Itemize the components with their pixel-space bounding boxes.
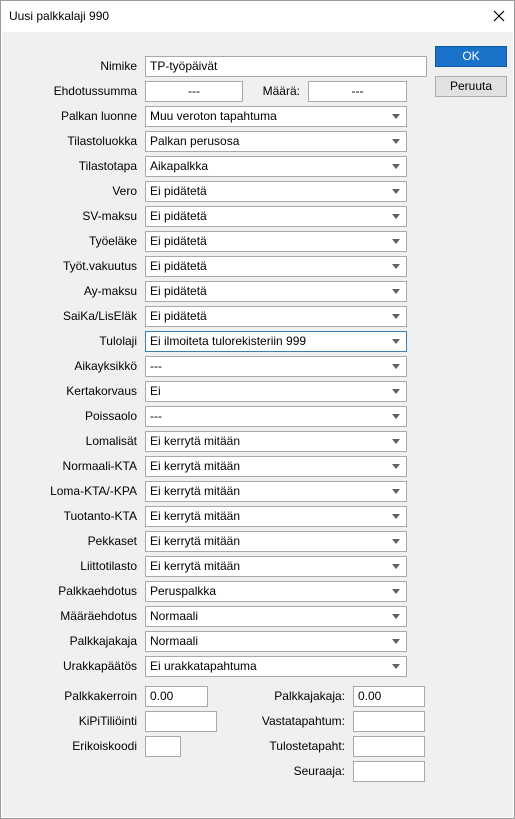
combo-value: Peruspalkka <box>150 584 217 598</box>
combo-label: SV-maksu <box>82 209 137 223</box>
chevron-down-icon <box>392 439 400 444</box>
chevron-down-icon <box>392 664 400 669</box>
palkkajakaja-select[interactable] <box>145 631 407 652</box>
ok-button[interactable]: OK <box>435 46 507 67</box>
poissaolo-select[interactable] <box>145 406 407 427</box>
tyot-vakuutus-select[interactable] <box>145 256 407 277</box>
saika-liselak-select[interactable] <box>145 306 407 327</box>
chevron-down-icon <box>392 139 400 144</box>
combo-value: Ei pidätetä <box>150 184 207 198</box>
chevron-down-icon <box>392 464 400 469</box>
chevron-down-icon <box>392 164 400 169</box>
chevron-down-icon <box>392 564 400 569</box>
chevron-down-icon <box>392 489 400 494</box>
maara-field[interactable]: --- <box>308 81 407 102</box>
chevron-down-icon <box>392 364 400 369</box>
chevron-down-icon <box>392 589 400 594</box>
chevron-down-icon <box>392 414 400 419</box>
tulostetapaht-label: Tulostetapaht: <box>269 739 345 753</box>
combo-label: Tuotanto-KTA <box>63 509 137 523</box>
combo-value: Ei kerrytä mitään <box>150 509 241 523</box>
tilastotapa-select[interactable] <box>145 156 407 177</box>
normaali-kta-select[interactable] <box>145 456 407 477</box>
combo-label: Urakkapäätös <box>62 659 137 673</box>
chevron-down-icon <box>392 189 400 194</box>
chevron-down-icon <box>392 239 400 244</box>
chevron-down-icon <box>392 314 400 319</box>
erikoiskoodi-label: Erikoiskoodi <box>72 739 137 753</box>
tyoelake-select[interactable] <box>145 231 407 252</box>
combo-label: Liittotilasto <box>80 559 137 573</box>
tuotanto-kta-select[interactable] <box>145 506 407 527</box>
palkkaehdotus-select[interactable] <box>145 581 407 602</box>
combo-value: Normaali <box>150 609 199 623</box>
combo-label: Poissaolo <box>84 409 137 423</box>
palkan-luonne-select[interactable] <box>145 106 407 127</box>
combo-label: Työt.vakuutus <box>62 259 137 273</box>
maaraehdotus-select[interactable] <box>145 606 407 627</box>
combo-value: Ei <box>150 384 161 398</box>
loma-kta-kpa-select[interactable] <box>145 481 407 502</box>
close-icon <box>493 10 505 22</box>
kertakorvaus-select[interactable] <box>145 381 407 402</box>
palkkakerroin-field[interactable]: 0.00 <box>145 686 208 707</box>
chevron-down-icon <box>392 639 400 644</box>
combo-label: Lomalisät <box>85 434 137 448</box>
tilastoluokka-select[interactable] <box>145 131 407 152</box>
maara-label: Määrä: <box>262 84 300 98</box>
combo-label: Kertakorvaus <box>66 384 137 398</box>
title-bar <box>1 1 514 31</box>
vero-select[interactable] <box>145 181 407 202</box>
ehdotussumma-field[interactable]: --- <box>145 81 243 102</box>
combo-label: Ay-maksu <box>83 284 137 298</box>
liittotilasto-select[interactable] <box>145 556 407 577</box>
combo-label: Aikayksikkö <box>74 359 137 373</box>
chevron-down-icon <box>392 214 400 219</box>
urakkapaatos-select[interactable] <box>145 656 407 677</box>
erikoiskoodi-field[interactable] <box>145 736 181 757</box>
combo-label: Loma-KTA/-KPA <box>50 484 137 498</box>
chevron-down-icon <box>392 114 400 119</box>
combo-value: Ei urakkatapahtuma <box>150 659 257 673</box>
combo-label: Palkan luonne <box>60 109 137 123</box>
window-title: Uusi palkkalaji 990 <box>9 9 110 23</box>
tulolaji-select[interactable] <box>145 331 407 352</box>
kipitiliointi-field[interactable] <box>145 711 217 732</box>
combo-value: Ei pidätetä <box>150 259 207 273</box>
combo-label: Vero <box>112 184 137 198</box>
combo-value: Ei kerrytä mitään <box>150 559 241 573</box>
pekkaset-select[interactable] <box>145 531 407 552</box>
combo-value: Muu veroton tapahtuma <box>150 109 277 123</box>
combo-label: Normaali-KTA <box>62 459 137 473</box>
combo-value: Ei ilmoiteta tulorekisteriin 999 <box>150 334 307 348</box>
combo-value: Ei pidätetä <box>150 284 207 298</box>
combo-value: Ei kerrytä mitään <box>150 459 241 473</box>
combo-value: Normaali <box>150 634 199 648</box>
tulostetapaht-field[interactable] <box>353 736 425 757</box>
cancel-button[interactable]: Peruuta <box>435 76 507 97</box>
combo-label: Työeläke <box>88 234 137 248</box>
palkkajakaja-num-field[interactable]: 0.00 <box>353 686 425 707</box>
chevron-down-icon <box>392 539 400 544</box>
kipitiliointi-label: KiPiTiliöinti <box>78 714 137 728</box>
nimike-field[interactable]: TP-työpäivät <box>145 56 427 77</box>
chevron-down-icon <box>392 389 400 394</box>
chevron-down-icon <box>392 264 400 269</box>
lomalisat-select[interactable] <box>145 431 407 452</box>
palkkakerroin-label: Palkkakerroin <box>64 689 137 703</box>
dialog-client-area <box>2 32 513 817</box>
chevron-down-icon <box>392 339 400 344</box>
nimike-label: Nimike <box>100 59 137 73</box>
chevron-down-icon <box>392 614 400 619</box>
aikayksikko-select[interactable] <box>145 356 407 377</box>
vastatapahtum-label: Vastatapahtum: <box>261 714 345 728</box>
ay-maksu-select[interactable] <box>145 281 407 302</box>
seuraaja-field[interactable] <box>353 761 425 782</box>
chevron-down-icon <box>392 514 400 519</box>
vastatapahtum-field[interactable] <box>353 711 425 732</box>
combo-value: --- <box>150 359 162 373</box>
chevron-down-icon <box>392 289 400 294</box>
combo-value: Palkan perusosa <box>150 134 240 148</box>
combo-label: Tilastoluokka <box>67 134 137 148</box>
combo-label: Palkkajakaja <box>69 634 137 648</box>
seuraaja-label: Seuraaja: <box>293 764 345 778</box>
combo-value: Ei kerrytä mitään <box>150 434 241 448</box>
combo-value: Ei pidätetä <box>150 309 207 323</box>
palkkajakaja-num-label: Palkkajakaja: <box>274 689 345 703</box>
combo-value: Ei kerrytä mitään <box>150 484 241 498</box>
combo-value: Aikapalkka <box>150 159 209 173</box>
combo-label: Pekkaset <box>87 534 137 548</box>
combo-label: Tilastotapa <box>78 159 137 173</box>
combo-value: Ei pidätetä <box>150 234 207 248</box>
sv-maksu-select[interactable] <box>145 206 407 227</box>
combo-value: Ei pidätetä <box>150 209 207 223</box>
combo-label: SaiKa/LisEläk <box>62 309 137 323</box>
combo-label: Tulolaji <box>99 334 137 348</box>
ehdotussumma-label: Ehdotussumma <box>53 84 137 98</box>
close-button[interactable] <box>486 3 512 29</box>
combo-value: Ei kerrytä mitään <box>150 534 241 548</box>
combo-label: Palkkaehdotus <box>58 584 137 598</box>
combo-value: --- <box>150 409 162 423</box>
combo-label: Määräehdotus <box>60 609 137 623</box>
